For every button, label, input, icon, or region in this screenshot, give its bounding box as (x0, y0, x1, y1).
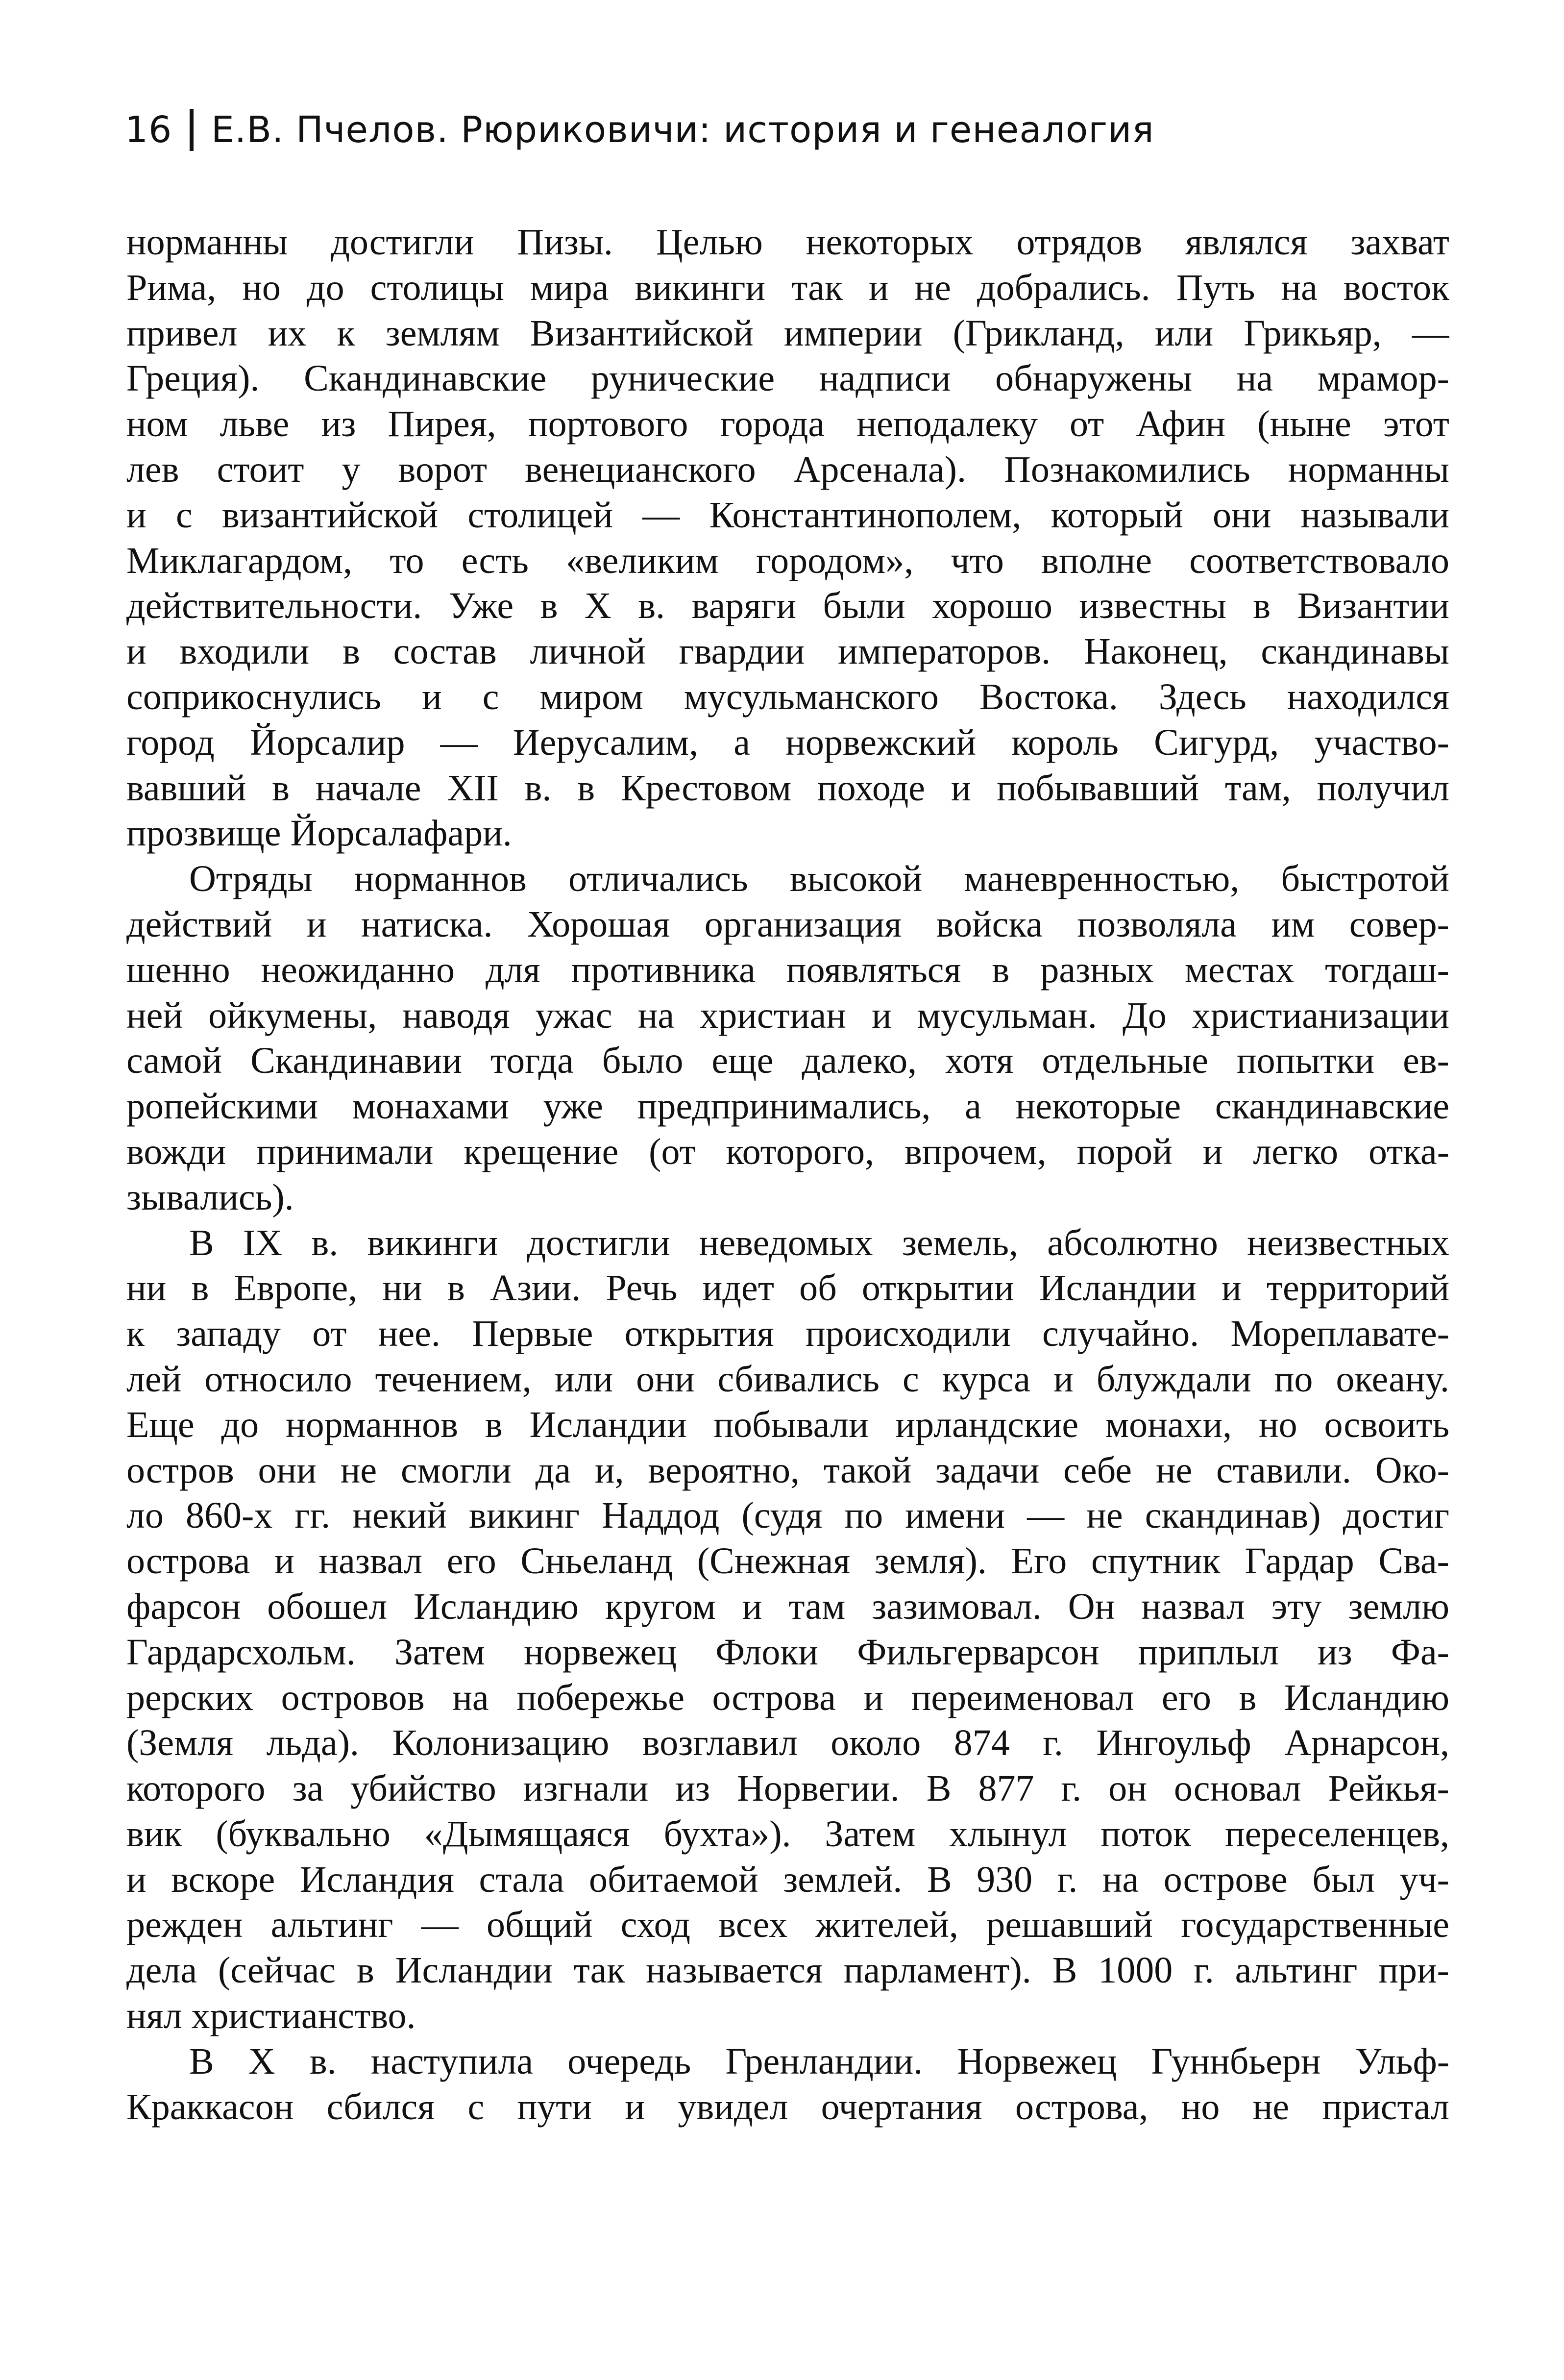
text-line: Миклагардом, то есть «великим городом», что вполне соответствовало (126, 540, 1449, 581)
text-line: Еще до норманнов в Исландии побывали ирландские монахи, но освоить (126, 1404, 1449, 1445)
page-number: 16 (125, 109, 172, 151)
running-head (125, 109, 1154, 151)
text-line: ней ойкумены, наводя ужас на христиан и мусульман. До христианизации (126, 994, 1449, 1036)
text-line: шенно неожиданно для противника появляться в разных местах тогдаш- (126, 949, 1449, 991)
text-line: острова и назвал его Сньеланд (Снежная земля). Его спутник Гардар Сва- (126, 1540, 1449, 1582)
text-line: норманны достигли Пизы. Целью некоторых отрядов являлся захват (126, 222, 1449, 263)
text-line: соприкоснулись и с миром мусульманского Востока. Здесь находился (126, 676, 1449, 718)
text-line: действительности. Уже в X в. варяги были хорошо известны в Византии (126, 585, 1449, 627)
text-line: прозвище Йорсалафари. (126, 813, 512, 854)
text-line: режден альтинг — общий сход всех жителей, решавший государственные (126, 1904, 1449, 1946)
text-line: рерских островов на побережье острова и переименовал его в Исландию (126, 1677, 1449, 1718)
paragraph (126, 856, 1449, 1220)
body-text (126, 220, 1449, 2130)
text-line: привел их к землям Византийской империи (Грикланд, или Грикьяр, — (126, 312, 1449, 354)
text-line: вожди принимали крещение (от которого, впрочем, порой и легко отка- (126, 1131, 1449, 1172)
text-line: лев стоит у ворот венецианского Арсенала). Познакомились норманны (126, 448, 1449, 490)
text-line: к западу от нее. Первые открытия происходили случайно. Мореплавате- (126, 1313, 1449, 1355)
text-line: остров они не смогли да и, вероятно, такой задачи себе не ставили. Око- (126, 1449, 1449, 1491)
text-line: Рима, но до столицы мира викинги так и не добрались. Путь на восток (126, 267, 1449, 308)
text-line: и вскоре Исландия стала обитаемой землей. В 930 г. на острове был уч- (126, 1859, 1449, 1900)
text-line: вавший в начале XII в. в Крестовом походе и побывавший там, получил (126, 767, 1449, 809)
paragraph (126, 220, 1449, 856)
text-line: ни в Европе, ни в Азии. Речь идет об открытии Исландии и территорий (126, 1267, 1449, 1309)
text-line: ропейскими монахами уже предпринимались, а некоторые скандинавские (126, 1086, 1449, 1127)
text-line: и с византийской столицей — Константинополем, который они называли (126, 494, 1449, 536)
text-line: которого за убийство изгнали из Норвегии. В 877 г. он основал Рейкья- (126, 1768, 1449, 1810)
text-line: (Земля льда). Колонизацию возглавил около 874 г. Ингоульф Арнарсон, (126, 1722, 1449, 1764)
text-line: ном льве из Пирея, портового города неподалеку от Афин (ныне этот (126, 403, 1449, 445)
paragraph (126, 2039, 1449, 2130)
text-line: фарсон обошел Исландию кругом и там зазимовал. Он назвал эту землю (126, 1586, 1449, 1627)
text-line: самой Скандинавии тогда было еще далеко, хотя отдельные попытки ев- (126, 1040, 1449, 1082)
text-line: и входили в состав личной гвардии императоров. Наконец, скандинавы (126, 631, 1449, 672)
paragraph (126, 1220, 1449, 2039)
text-line: В X в. наступила очередь Гренландии. Норвежец Гуннбьерн Ульф- (189, 2040, 1449, 2082)
text-line: Гардарсхольм. Затем норвежец Флоки Фильгерварсон приплыл из Фа- (126, 1631, 1449, 1673)
text-line: действий и натиска. Хорошая организация войска позволяла им совер- (126, 903, 1449, 945)
text-line: дела (сейчас в Исландии так называется парламент). В 1000 г. альтинг при- (126, 1950, 1449, 1991)
text-line: нял христианство. (126, 1995, 416, 2037)
text-line: ло 860-х гг. некий викинг Наддод (судя по имени — не скандинав) достиг (126, 1495, 1449, 1537)
running-title: Е.В. Пчелов. Рюриковичи: история и генеалогия (211, 109, 1154, 151)
text-line: В IX в. викинги достигли неведомых земель, абсолютно неизвестных (189, 1222, 1449, 1264)
text-line: город Йорсалир — Иерусалим, а норвежский король Сигурд, участво- (126, 721, 1449, 763)
text-line: Отряды норманнов отличались высокой маневренностью, быстротой (189, 858, 1449, 900)
text-line: зывались). (126, 1176, 294, 1218)
header-divider (190, 109, 194, 151)
text-line: Греция). Скандинавские рунические надписи обнаружены на мрамор- (126, 358, 1449, 399)
text-line: лей относило течением, или они сбивались с курса и блуждали по океану. (126, 1358, 1449, 1400)
text-line: вик (буквально «Дымящаяся бухта»). Затем хлынул поток переселенцев, (126, 1813, 1449, 1855)
text-line: Краккасон сбился с пути и увидел очертания острова, но не пристал (126, 2086, 1449, 2128)
